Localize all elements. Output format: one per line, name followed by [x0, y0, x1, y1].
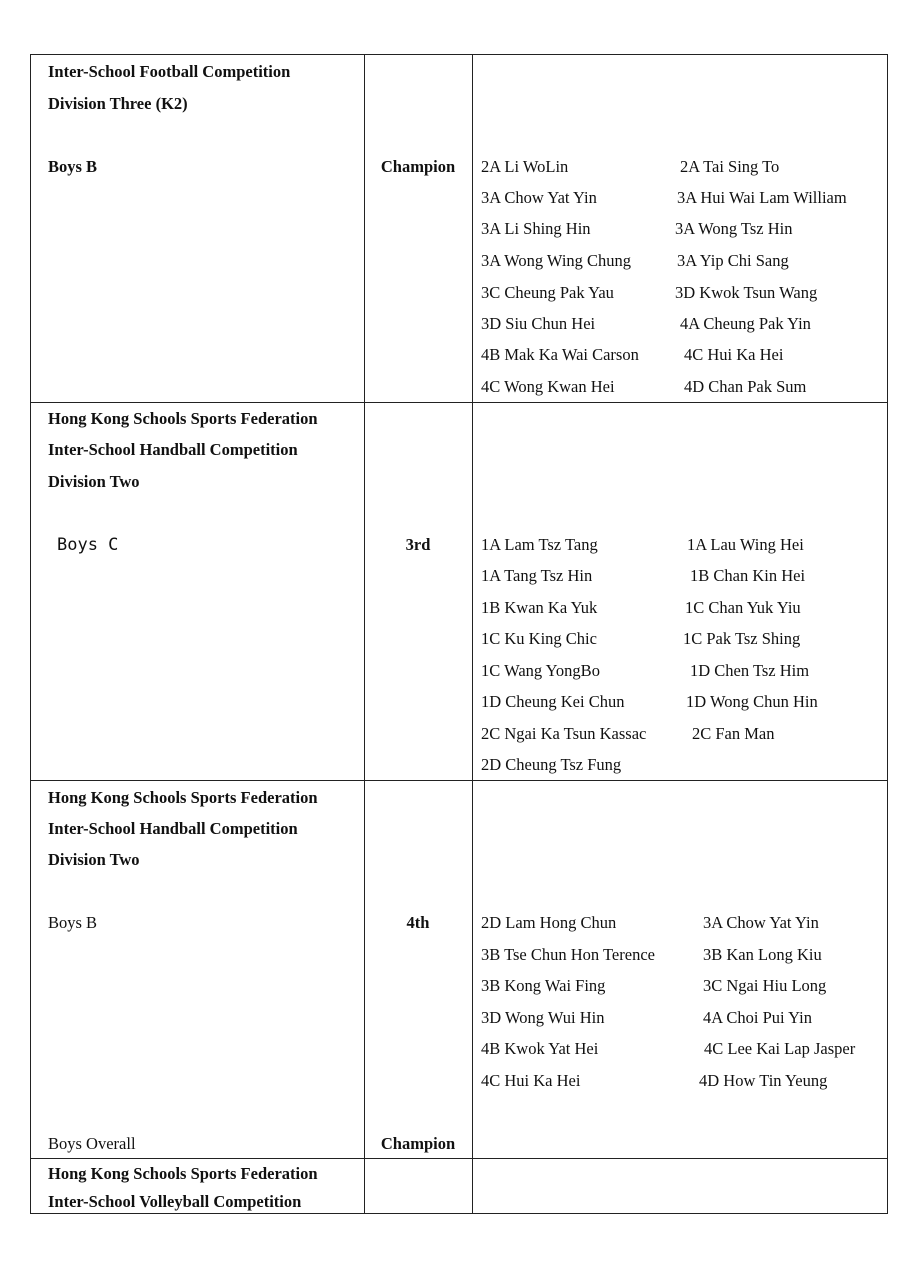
team-member: 3B Tse Chun Hon Terence [481, 945, 655, 964]
team-member: 3A Hui Wai Lam William [677, 188, 847, 207]
result-label: 3rd [405, 535, 431, 554]
team-member: 4B Mak Ka Wai Carson [481, 345, 639, 364]
team-member: 1D Chen Tsz Him [690, 661, 810, 680]
team-member: 3C Ngai Hiu Long [703, 976, 827, 995]
row-divider-3 [30, 1158, 888, 1159]
overall-label: Boys Overall [48, 1134, 136, 1153]
team-member: 2D Lam Hong Chun [481, 913, 617, 932]
team-member: 3A Li Shing Hin [481, 219, 591, 238]
team-member: 4C Hui Ka Hei [684, 345, 784, 364]
team-member: 3C Cheung Pak Yau [481, 283, 614, 302]
section-title-line: Hong Kong Schools Sports Federation [48, 1164, 318, 1183]
section-title-line: Hong Kong Schools Sports Federation [48, 788, 318, 807]
table-bottom-border [30, 1213, 888, 1214]
team-member: 1B Kwan Ka Yuk [481, 598, 598, 617]
team-member: 3B Kong Wai Fing [481, 976, 606, 995]
team-member: 4C Wong Kwan Hei [481, 377, 615, 396]
section-title-line: Division Two [48, 472, 140, 491]
category-label: Boys B [48, 157, 98, 176]
team-member: 1C Wang YongBo [481, 661, 600, 680]
section-title-line: Inter-School Handball Competition [48, 440, 298, 459]
table-left-border [30, 54, 31, 1214]
result-label: Champion [380, 157, 456, 176]
team-member: 1D Cheung Kei Chun [481, 692, 625, 711]
team-member: 1C Chan Yuk Yiu [685, 598, 801, 617]
column-divider-1 [364, 54, 365, 1214]
category-label: Boys B [48, 913, 98, 932]
team-member: 1C Ku King Chic [481, 629, 597, 648]
team-member: 4A Cheung Pak Yin [680, 314, 811, 333]
section-title-line: Division Two [48, 850, 140, 869]
team-member: 2D Cheung Tsz Fung [481, 755, 622, 774]
row-divider-1 [30, 402, 888, 403]
team-member: 2A Tai Sing To [680, 157, 780, 176]
section-title-line: Inter-School Football Competition [48, 62, 291, 81]
row-divider-2 [30, 780, 888, 781]
team-member: 3B Kan Long Kiu [703, 945, 822, 964]
team-member: 1C Pak Tsz Shing [683, 629, 801, 648]
table-right-border [887, 54, 888, 1214]
section-title-line: Inter-School Volleyball Competition [48, 1192, 302, 1211]
result-label: 4th [406, 913, 430, 932]
team-member: 4C Hui Ka Hei [481, 1071, 581, 1090]
team-member: 3A Wong Tsz Hin [675, 219, 793, 238]
team-member: 2C Fan Man [692, 724, 775, 743]
team-member: 3A Yip Chi Sang [677, 251, 789, 270]
team-member: 2A Li WoLin [481, 157, 569, 176]
team-member: 3D Wong Wui Hin [481, 1008, 605, 1027]
overall-result-label: Champion [380, 1134, 456, 1153]
team-member: 1B Chan Kin Hei [690, 566, 806, 585]
team-member: 2C Ngai Ka Tsun Kassac [481, 724, 647, 743]
team-member: 3D Kwok Tsun Wang [675, 283, 818, 302]
section-title-line: Hong Kong Schools Sports Federation [48, 409, 318, 428]
team-member: 4A Choi Pui Yin [703, 1008, 812, 1027]
section-title-line: Inter-School Handball Competition [48, 819, 298, 838]
team-member: 3A Wong Wing Chung [481, 251, 632, 270]
team-member: 1A Lam Tsz Tang [481, 535, 598, 554]
team-member: 3D Siu Chun Hei [481, 314, 596, 333]
column-divider-2 [472, 54, 473, 1214]
team-member: 3A Chow Yat Yin [703, 913, 819, 932]
team-member: 4B Kwok Yat Hei [481, 1039, 599, 1058]
category-label: Boys C [57, 535, 119, 555]
section-title-line: Division Three (K2) [48, 94, 188, 113]
table-top-border [30, 54, 888, 55]
team-member: 1A Lau Wing Hei [687, 535, 804, 554]
team-member: 1D Wong Chun Hin [686, 692, 818, 711]
team-member: 3A Chow Yat Yin [481, 188, 597, 207]
team-member: 4C Lee Kai Lap Jasper [704, 1039, 856, 1058]
team-member: 1A Tang Tsz Hin [481, 566, 593, 585]
team-member: 4D Chan Pak Sum [684, 377, 807, 396]
team-member: 4D How Tin Yeung [699, 1071, 828, 1090]
